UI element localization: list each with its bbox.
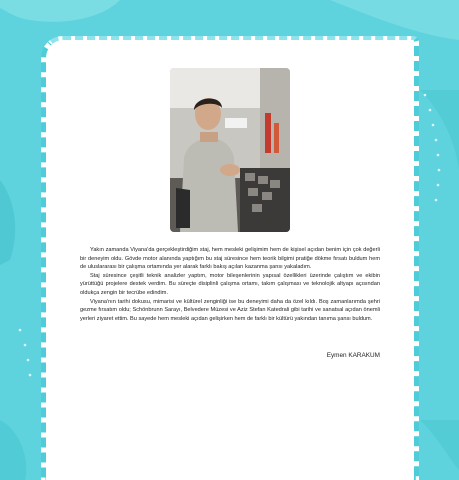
student-photo xyxy=(170,68,290,232)
paragraph-2: Staj süresince çeşitli teknik analizler yaptım, motor bileşenlerinin yapısal özellikleri üzerinde çalıştım ve ekibin yürüttüğü projelere destek verdim. Bu süreçte disiplinli çalışma ortamı, takım çalışması ve teknolojik altyapı açısından oldukça zengin bir tecrübe edindim. xyxy=(80,272,380,296)
author-signature: Eymen KARAKUM xyxy=(326,352,380,359)
paragraph-1: Yakın zamanda Viyana'da gerçekleştirdiğim staj, hem mesleki gelişimim hem de kişisel açıdan benim için çok değerli bir deneyim oldu. Gövde motor alanında yaptığım bu staj süresince hem teorik bilgimi pratiğe dökme fırsatı buldum hem de uluslararası bir çalışma ortamında yer alarak farklı bakış açıları kazanma şansı yakaladım. xyxy=(80,247,380,271)
paragraph-3: Viyana'nın tarihi dokusu, mimarisi ve kültürel zenginliği ise bu deneyimi daha da özel kıldı. Boş zamanlarımda şehri gezme fırsatım oldu; Schönbrunn Sarayı, Belvedere Müzesi ve Aziz Stefan Katedrali gibi tarihi ve sanatsal açıdan önemli yerleri ziyaret ettim. Bu sayede hem mesleki açıdan gelişirken hem de farklı bir kültürü yakından tanıma şansı buldum. xyxy=(80,298,380,322)
body-text xyxy=(80,246,380,323)
